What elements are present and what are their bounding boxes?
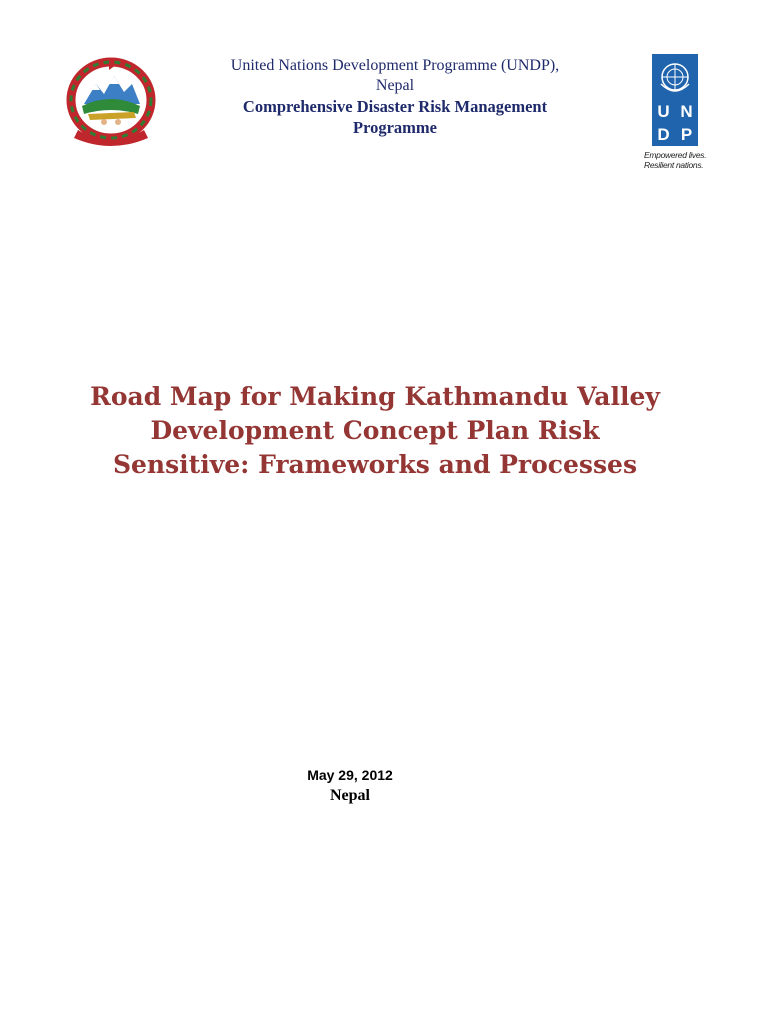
undp-logo-icon (644, 54, 712, 174)
un-emblem-icon (652, 54, 698, 100)
document-title-line2: Development Concept Plan Risk (150, 416, 600, 445)
header-text-block (190, 56, 600, 138)
undp-tagline (644, 150, 712, 170)
programme-name-line1: Comprehensive Disaster Risk Management (242, 97, 548, 116)
undp-tagline-line1: Empowered lives. (644, 150, 707, 160)
document-place: Nepal (330, 787, 370, 804)
organization-country: Nepal (375, 77, 415, 94)
document-title-line1: Road Map for Making Kathmandu Valley (90, 382, 660, 411)
organization-name: United Nations Development Programme (UNDP), (230, 57, 560, 74)
undp-letter-n: N (680, 102, 693, 121)
document-title-line3: Sensitive: Frameworks and Processes (112, 450, 638, 479)
undp-letter-u: U (657, 102, 670, 121)
undp-letter-p: P (680, 125, 693, 144)
programme-name-line2: Programme (353, 118, 437, 137)
undp-tagline-line2: Resilient nations. (644, 160, 704, 170)
document-title (60, 380, 690, 482)
undp-letter-d: D (657, 125, 670, 144)
document-date: May 29, 2012 (307, 767, 393, 783)
nepal-government-emblem-icon (64, 56, 158, 146)
undp-logo-block (652, 54, 698, 146)
